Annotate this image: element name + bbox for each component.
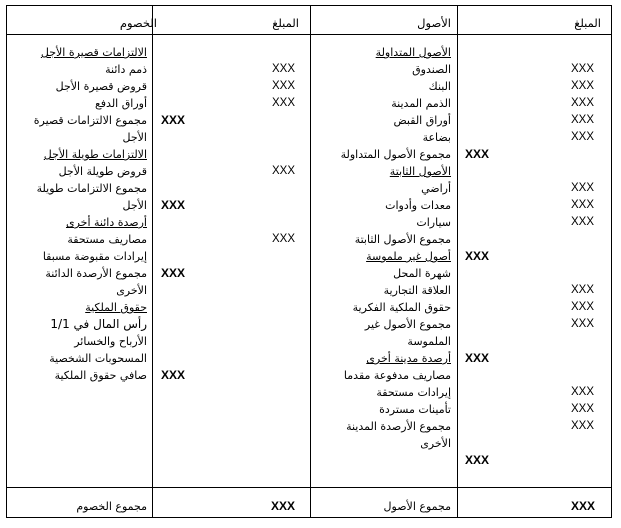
amount-total: XXX	[161, 368, 186, 382]
asset-total: مجموع الأرصدة المدينة	[346, 420, 451, 433]
header-divider	[7, 34, 611, 35]
asset-row: بضاعة	[422, 131, 451, 144]
liabilities-other-title: أرصدة دائنة أخرى	[65, 216, 147, 229]
amount-value: XXX	[272, 97, 296, 109]
header-assets: الأصول	[417, 16, 451, 30]
liability-row: قروض قصيرة الأجل	[55, 80, 147, 93]
asset-total: مجموع الأصول الثابتة	[354, 233, 451, 246]
amount-total: XXX	[161, 113, 186, 127]
assets-grand-total-amount: XXX	[571, 499, 596, 513]
amount-value: XXX	[571, 284, 595, 296]
liabilities-long-title: الالتزامات طويلة الأجل	[43, 148, 147, 161]
asset-total: مجموع الأصول غير	[364, 318, 451, 331]
header-amount-left: المبلغ	[272, 16, 299, 30]
header-amount-right: المبلغ	[574, 16, 601, 30]
equity-title: حقوق الملكية	[85, 301, 147, 314]
amount-value: XXX	[571, 301, 595, 313]
liability-total: الأجل	[122, 131, 147, 144]
liability-row: مصاريف مستحقة	[67, 233, 147, 246]
amount-total: XXX	[161, 266, 186, 280]
asset-row: العلاقة التجارية	[383, 284, 451, 297]
header-liabilities: الخصوم	[119, 16, 157, 30]
assets-intangible-title: أصول غير ملموسة	[366, 250, 451, 263]
assets-current-title: الأصول المتداولة	[375, 46, 451, 59]
asset-row: حقوق الملكية الفكرية	[352, 301, 451, 314]
amount-value: XXX	[571, 80, 595, 92]
asset-row: إيرادات مستحقة	[376, 386, 451, 399]
liabilities-current-title: الالتزامات قصيرة الأجل	[40, 46, 147, 59]
assets-other-title: أرصدة مدينة أخرى	[366, 352, 451, 365]
asset-total: الملموسة	[407, 335, 451, 348]
equity-total: صافي حقوق الملكية	[54, 369, 147, 382]
amount-value: XXX	[571, 386, 595, 398]
liability-total: مجموع الأرصدة الدائنة	[45, 267, 147, 280]
amount-value: XXX	[571, 63, 595, 75]
balance-sheet-table	[6, 5, 612, 518]
amount-value: XXX	[571, 199, 595, 211]
amount-value: XXX	[272, 233, 296, 245]
asset-total: مجموع الأصول المتداولة	[340, 148, 451, 161]
amount-value: XXX	[571, 403, 595, 415]
amount-total: XXX	[465, 351, 490, 365]
asset-row: الذمم المدينة	[391, 97, 451, 110]
equity-row: الأرباح والخسائر	[74, 335, 147, 348]
amount-total: XXX	[465, 147, 490, 161]
liabilities-grand-total: مجموع الخصوم	[76, 500, 147, 513]
asset-row: معدات وأدوات	[385, 199, 451, 212]
amount-value: XXX	[571, 97, 595, 109]
liability-row: ذمم دائنة	[105, 63, 147, 76]
asset-row: سيارات	[416, 216, 451, 229]
amount-value: XXX	[571, 114, 595, 126]
total-divider	[7, 487, 611, 488]
liability-total: الأجل	[122, 199, 147, 212]
liability-row: قروض طويلة الأجل	[58, 165, 147, 178]
amount-total: XXX	[465, 453, 490, 467]
asset-row: مصاريف مدفوعة مقدما	[343, 369, 451, 382]
assets-grand-total: مجموع الأصول	[383, 500, 451, 513]
asset-row: تأمينات مستردة	[379, 403, 451, 416]
column-divider	[152, 6, 153, 517]
equity-row: رأس المال في 1/1	[50, 317, 147, 331]
liability-row: إيرادات مقبوضة مسبقا	[42, 250, 147, 263]
asset-row: أراضي	[421, 182, 451, 195]
assets-fixed-title: الأصول الثابتة	[389, 165, 451, 178]
asset-row: الصندوق	[412, 63, 451, 76]
asset-total: الأخرى	[420, 437, 451, 450]
asset-row: أوراق القبض	[393, 114, 451, 127]
amount-value: XXX	[272, 80, 296, 92]
liability-row: أوراق الدفع	[94, 97, 147, 110]
liability-total: مجموع الالتزامات قصيرة	[33, 114, 147, 127]
amount-value: XXX	[571, 131, 595, 143]
liability-total: الأخرى	[116, 284, 147, 297]
asset-row: البنك	[428, 80, 451, 93]
liability-total: مجموع الالتزامات طويلة	[36, 182, 147, 195]
column-divider	[457, 6, 458, 517]
amount-value: XXX	[272, 165, 296, 177]
liabilities-grand-total-amount: XXX	[271, 499, 296, 513]
asset-row: شهرة المحل	[393, 267, 451, 280]
amount-value: XXX	[571, 420, 595, 432]
amount-value: XXX	[571, 182, 595, 194]
equity-row: المسحوبات الشخصية	[49, 352, 147, 365]
amount-total: XXX	[161, 198, 186, 212]
amount-value: XXX	[272, 63, 296, 75]
column-divider	[310, 6, 311, 517]
amount-value: XXX	[571, 216, 595, 228]
amount-total: XXX	[465, 249, 490, 263]
amount-value: XXX	[571, 318, 595, 330]
